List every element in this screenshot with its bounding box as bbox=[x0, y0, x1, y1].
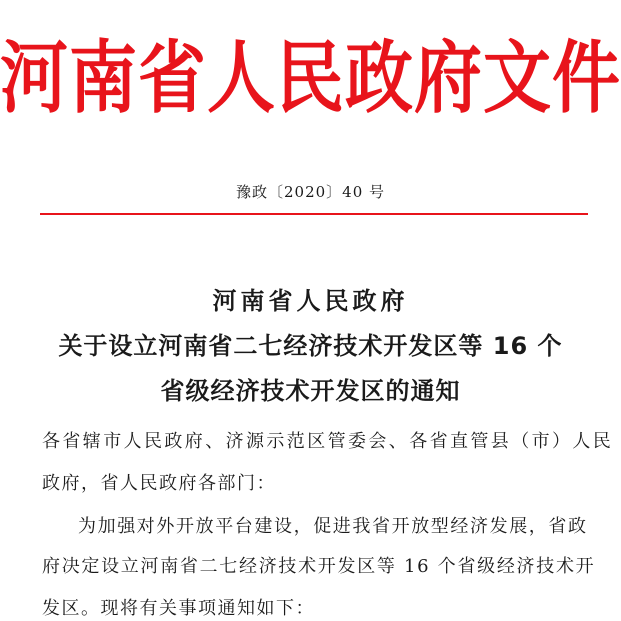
issuer-masthead: 河南省人民政府文件 bbox=[0, 33, 621, 125]
body-paragraph-line-1: 为加强对外开放平台建设，促进我省开放型经济发展，省政 bbox=[78, 516, 588, 537]
body-paragraph-line-2: 府决定设立河南省二七经济技术开发区等 16 个省级经济技术开 bbox=[42, 556, 596, 577]
red-separator-rule bbox=[40, 213, 588, 215]
recipients-line-2: 政府，省人民政府各部门： bbox=[42, 473, 276, 494]
notice-title-line-3: 省级经济技术开发区的通知 bbox=[160, 377, 461, 405]
body-paragraph-line-3: 发区。现将有关事项通知如下： bbox=[42, 598, 315, 619]
recipients-line-1: 各省辖市人民政府、济源示范区管委会、各省直管县（市）人民 bbox=[42, 431, 614, 452]
notice-title-line-2: 关于设立河南省二七经济技术开发区等 16 个 bbox=[58, 332, 563, 360]
document-number: 豫政〔2020〕40 号 bbox=[235, 183, 386, 201]
notice-title-line-1: 河南省人民政府 bbox=[212, 287, 409, 315]
